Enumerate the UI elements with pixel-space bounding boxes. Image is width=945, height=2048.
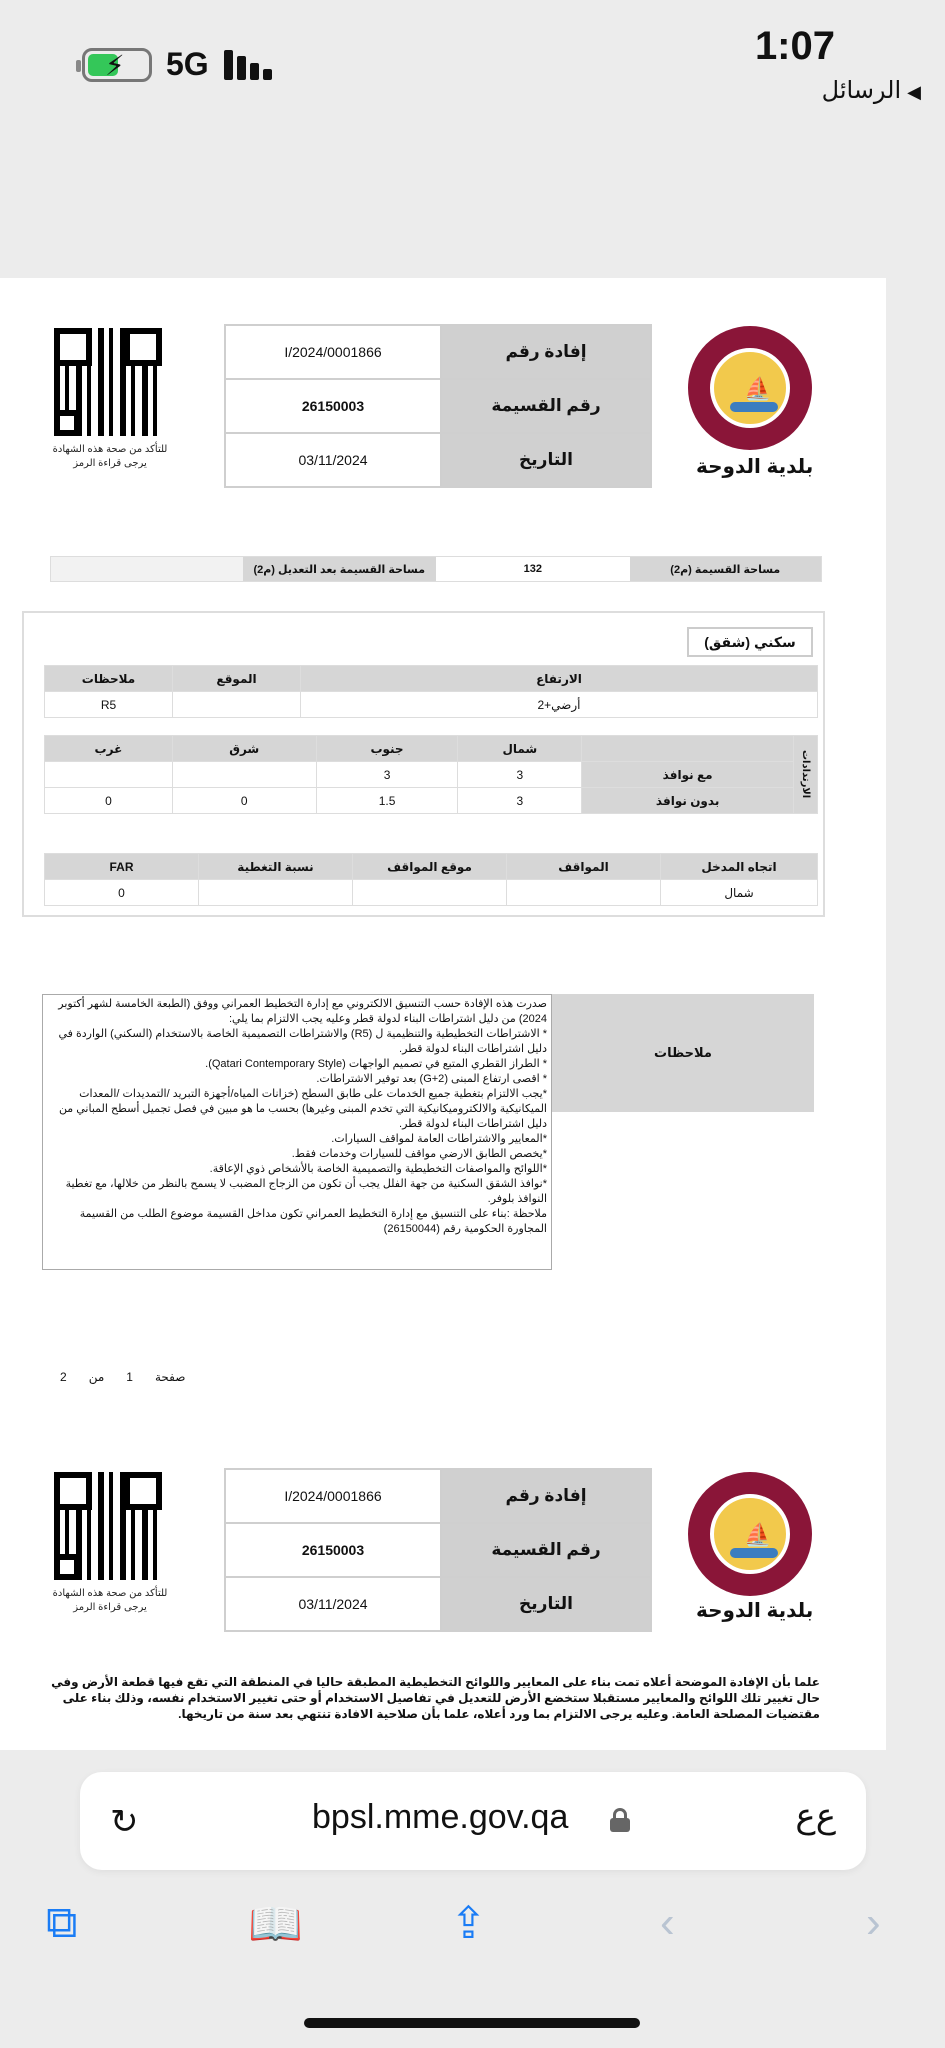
setback-header-west: غرب	[45, 736, 173, 762]
page-total: 2	[60, 1370, 67, 1384]
usage-type: سكني (شقق)	[687, 627, 813, 657]
zoning-info-box	[22, 611, 825, 917]
setbacks-table	[44, 735, 818, 814]
qatar-emblem-icon: ⛵	[688, 326, 812, 450]
notes-label: ملاحظات	[552, 994, 814, 1112]
battery-icon: ⚡	[82, 48, 152, 82]
plot-number: 26150003	[225, 1523, 441, 1577]
header-table	[224, 324, 652, 488]
page-label: صفحة	[154, 1370, 186, 1384]
municipality-name: بلدية الدوحة	[696, 456, 814, 478]
certificate-number: I/2024/0001866	[225, 1469, 441, 1523]
certificate-number-label: إفادة رقم	[441, 1469, 651, 1523]
plot-area-row	[50, 556, 822, 582]
page-current: 1	[126, 1370, 133, 1384]
clock: 1:07	[754, 24, 835, 68]
plot-area-after-label: مساحة القسيمة بعد التعديل (م2)	[243, 557, 437, 581]
setback-cell: 0	[45, 788, 173, 814]
height-header-height: الارتفاع	[301, 666, 818, 692]
setback-cell: 3	[458, 762, 582, 788]
height-header-location: الموقع	[173, 666, 301, 692]
plot-number: 26150003	[225, 379, 441, 433]
notes-text: صدرت هذه الإفادة حسب التنسيق الالكتروني مع إدارة التخطيط العمراني ووفق (الطبعة الخامسة لشهر أكتوبر 2024) من دليل اشتراطات البناء لدولة قطر وعليه يجب الالتزام بما يلي: * الاشتراطات التخطيطية والتنظيمية ل (R5) والاشتراطات التصميمية الخاصة بالاستخدام (السكني) الواردة في دليل اشتراطات البناء لدولة قطر. * الطراز القطري المتبع في تصميم الواجهات (Qatari Contemporary Style). * اقصى ارتفاع المبنى (G+2) بعد توفير الاشتراطات. *يجب الالتزام بتغطية جميع الخدمات على طابق السطح (خزانات المياه/أجهزة التبريد /التمديدات /المعدات الميكانيكية والالكتروميكانيكية التي تخدم المبنى وغيرها) بحسب ما هو مبين في فصل تجميل أسطح المباني من دليل اشتراطات البناء لدولة قطر. *المعايير والاشتراطات العامة لمواقف السيارات. *يخصص الطابق الارضي مواقف للسيارات وخدمات فقط. *اللوائح والمواصفات التخطيطية والتصميمية الخاصة بالأشخاص ذوي الإعاقة. *نوافذ الشقق السكنية من جهة الفلل يجب أن تكون من الزجاج المضبب لا يسمح بالنظر من خلالها، مع تغطية النوافذ بلوفر. ملاحظة :بناء على التنسيق مع إدارة التخطيط العمراني تكون مداخل القسيمة موضوع الطلب من القسيمة المجاورة الحكومية رقم (26150044)	[42, 994, 552, 1270]
browser-toolbar	[0, 1880, 945, 1970]
page-number	[60, 1370, 185, 1384]
back-to-app-link[interactable]	[822, 76, 921, 105]
date-label: التاريخ	[441, 433, 651, 487]
signal-icon	[224, 48, 280, 80]
height-value-notes: R5	[45, 692, 173, 718]
qr-code	[54, 1472, 162, 1580]
setback-row-label: مع نوافذ	[582, 762, 794, 788]
header-table-page2	[224, 1468, 652, 1632]
entrance-header-parking-location: موقع المواقف	[353, 854, 507, 880]
date: 03/11/2024	[225, 433, 441, 487]
back-triangle-icon: ◀	[907, 82, 921, 102]
height-table	[44, 665, 818, 718]
plot-area-value: 132	[436, 557, 630, 581]
setback-cell: 0	[172, 788, 316, 814]
height-value-height: أرضي+2	[301, 692, 818, 718]
back-icon[interactable]: ‹	[660, 1898, 675, 1947]
certificate-number-label: إفادة رقم	[441, 325, 651, 379]
url-text[interactable]: bpsl.mme.gov.qa	[312, 1798, 569, 1836]
document-view[interactable]	[0, 278, 886, 1750]
forward-icon[interactable]: ›	[866, 1898, 881, 1947]
coverage-value	[199, 880, 353, 906]
qr-caption: للتأكد من صحة هذه الشهادة يرجى قراءة الرمز	[52, 1588, 168, 1613]
setback-header-south: جنوب	[316, 736, 458, 762]
qr-caption: للتأكد من صحة هذه الشهادة يرجى قراءة الرمز	[52, 444, 168, 469]
height-header-notes: ملاحظات	[45, 666, 173, 692]
disclaimer-note: علما بأن الإفادة الموضحة أعلاه تمت بناء على المعايير واللوائح التخطيطية المطبقة حاليا في المنطقة التي تقع فيها قطعة الأرض وفي حال تغيير تلك اللوائح والمعايير مستقبلا ستخضع الأرض للتعديل في تفاصيل الاستخدام أو حتى تغيير الاستخدام نفسه، وذلك بناء على مقتضيات المصلحة العامة. وعليه يرجى الالتزام بما ورد أعلاه، علما بأن صلاحية الافادة تنتهي بعد سنة من تاريخها.	[51, 1675, 820, 1721]
qatar-emblem-icon: ⛵	[688, 1472, 812, 1596]
qr-code	[54, 328, 162, 436]
plot-number-label: رقم القسيمة	[441, 379, 651, 433]
setback-cell: 3	[458, 788, 582, 814]
setback-cell: 1.5	[316, 788, 458, 814]
far-value: 0	[45, 880, 199, 906]
entrance-table	[44, 853, 818, 906]
status-bar	[0, 0, 945, 120]
bookmarks-icon[interactable]: 📖	[248, 1900, 303, 1949]
entrance-direction-value: شمال	[661, 880, 818, 906]
parking-location-value	[353, 880, 507, 906]
share-icon[interactable]: ⇪	[450, 1899, 487, 1948]
setback-cell	[172, 762, 316, 788]
entrance-header-coverage: نسبة التغطية	[199, 854, 353, 880]
notes-section	[42, 994, 814, 1254]
parking-value	[507, 880, 661, 906]
address-bar[interactable]	[80, 1772, 866, 1870]
reload-icon[interactable]: ↻	[110, 1803, 139, 1841]
setback-row-label: بدون نوافذ	[582, 788, 794, 814]
setback-header-east: شرق	[172, 736, 316, 762]
certificate-number: I/2024/0001866	[225, 325, 441, 379]
page-of: من	[88, 1370, 105, 1384]
home-indicator[interactable]	[304, 2018, 640, 2028]
date-label: التاريخ	[441, 1577, 651, 1631]
setback-cell	[45, 762, 173, 788]
height-value-location	[173, 692, 301, 718]
lock-icon	[610, 1808, 630, 1832]
setback-cell: 3	[316, 762, 458, 788]
tabs-icon[interactable]: ⧉	[46, 1898, 78, 1947]
plot-number-label: رقم القسيمة	[441, 1523, 651, 1577]
entrance-header-parking: المواقف	[507, 854, 661, 880]
text-size-button[interactable]: ﻉﻉ	[795, 1797, 836, 1835]
plot-area-label: مساحة القسيمة (م2)	[630, 557, 822, 581]
date: 03/11/2024	[225, 1577, 441, 1631]
setbacks-side-label: الارتدادات	[793, 736, 817, 814]
municipality-name: بلدية الدوحة	[696, 1600, 814, 1622]
entrance-header-far: FAR	[45, 854, 199, 880]
entrance-header-direction: اتجاه المدخل	[661, 854, 818, 880]
network-type: 5G	[166, 46, 209, 82]
back-app-label: الرسائل	[821, 77, 902, 104]
setback-header-north: شمال	[458, 736, 582, 762]
